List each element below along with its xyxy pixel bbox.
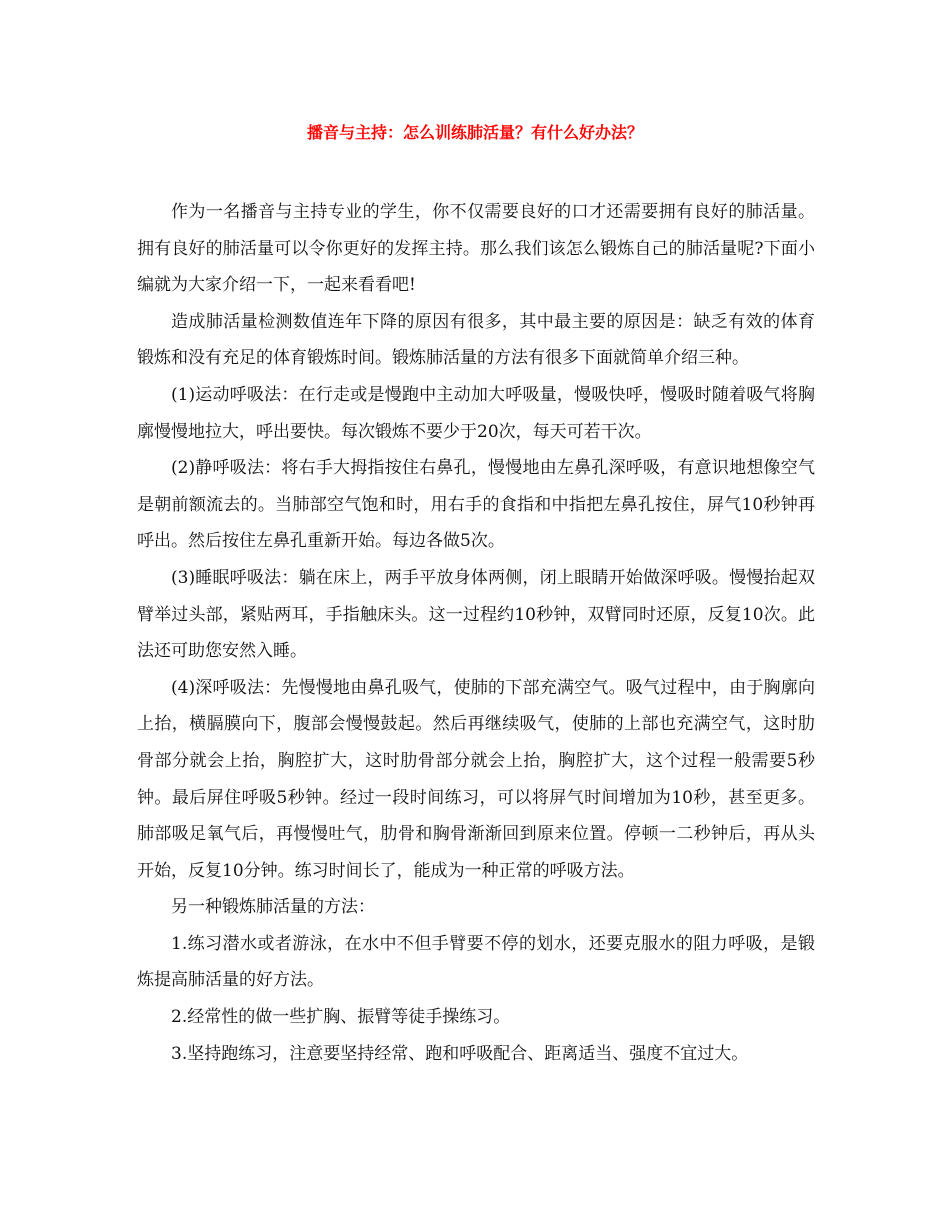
list-item-running: 3.坚持跑练习，注意要坚持经常、跑和呼吸配合、距离适当、强度不宜过大。 bbox=[171, 1043, 749, 1064]
paragraph-intro: 作为一名播音与主持专业的学生，你不仅需要良好的口才还需要拥有良好的肺活量。拥有良好的肺活量可以令你更好的发挥主持。那么我们该怎么锻炼自己的肺活量呢?下面小编就为大家介绍一下，一起来看看吧! bbox=[137, 202, 815, 296]
paragraph-other-methods-heading: 另一种锻炼肺活量的方法： bbox=[171, 897, 375, 918]
list-item-calisthenics: 2.经常性的做一些扩胸、振臂等徒手操练习。 bbox=[171, 1007, 511, 1028]
paragraph-method-exercise-breathing: (1)运动呼吸法：在行走或是慢跑中主动加大呼吸量，慢吸快呼，慢吸时随着吸气将胸廓慢慢地拉大，呼出要快。每次锻炼不要少于20次，每天可若干次。 bbox=[137, 384, 815, 442]
paragraph-method-static-breathing: (2)静呼吸法：将右手大拇指按住右鼻孔，慢慢地由左鼻孔深呼吸，有意识地想像空气是朝前额流去的。当肺部空气饱和时，用右手的食指和中指把左鼻孔按住，屏气10秒钟再呼出。然后按住左鼻孔重新开始。每边各做5次。 bbox=[137, 458, 815, 552]
document-body bbox=[137, 194, 815, 1072]
document-title: 播音与主持：怎么训练肺活量？有什么好办法？ bbox=[306, 123, 643, 142]
paragraph-causes: 造成肺活量检测数值连年下降的原因有很多，其中最主要的原因是：缺乏有效的体育锻炼和没有充足的体育锻炼时间。锻炼肺活量的方法有很多下面就简单介绍三种。 bbox=[137, 311, 815, 369]
list-item-swimming: 1.练习潜水或者游泳，在水中不但手臂要不停的划水，还要克服水的阻力呼吸，是锻炼提高肺活量的好方法。 bbox=[137, 933, 815, 991]
paragraph-method-deep-breathing: (4)深呼吸法：先慢慢地由鼻孔吸气，使肺的下部充满空气。吸气过程中，由于胸廓向上抬，横膈膜向下，腹部会慢慢鼓起。然后再继续吸气，使肺的上部也充满空气，这时肋骨部分就会上抬，胸腔扩大，这时肋骨部分就会上抬，胸腔扩大，这个过程一般需要5秒钟。最后屏住呼吸5秒钟。经过一段时间练习，可以将屏气时间增加为10秒，甚至更多。肺部吸足氧气后，再慢慢吐气，肋骨和胸骨渐渐回到原来位置。停顿一二秒钟后，再从头开始，反复10分钟。练习时间长了，能成为一种正常的呼吸方法。 bbox=[137, 677, 815, 881]
paragraph-method-sleep-breathing: (3)睡眠呼吸法：躺在床上，两手平放身体两侧，闭上眼睛开始做深呼吸。慢慢抬起双臂举过头部，紧贴两耳，手指触床头。这一过程约10秒钟，双臂同时还原，反复10次。此法还可助您安然入睡。 bbox=[137, 567, 815, 662]
